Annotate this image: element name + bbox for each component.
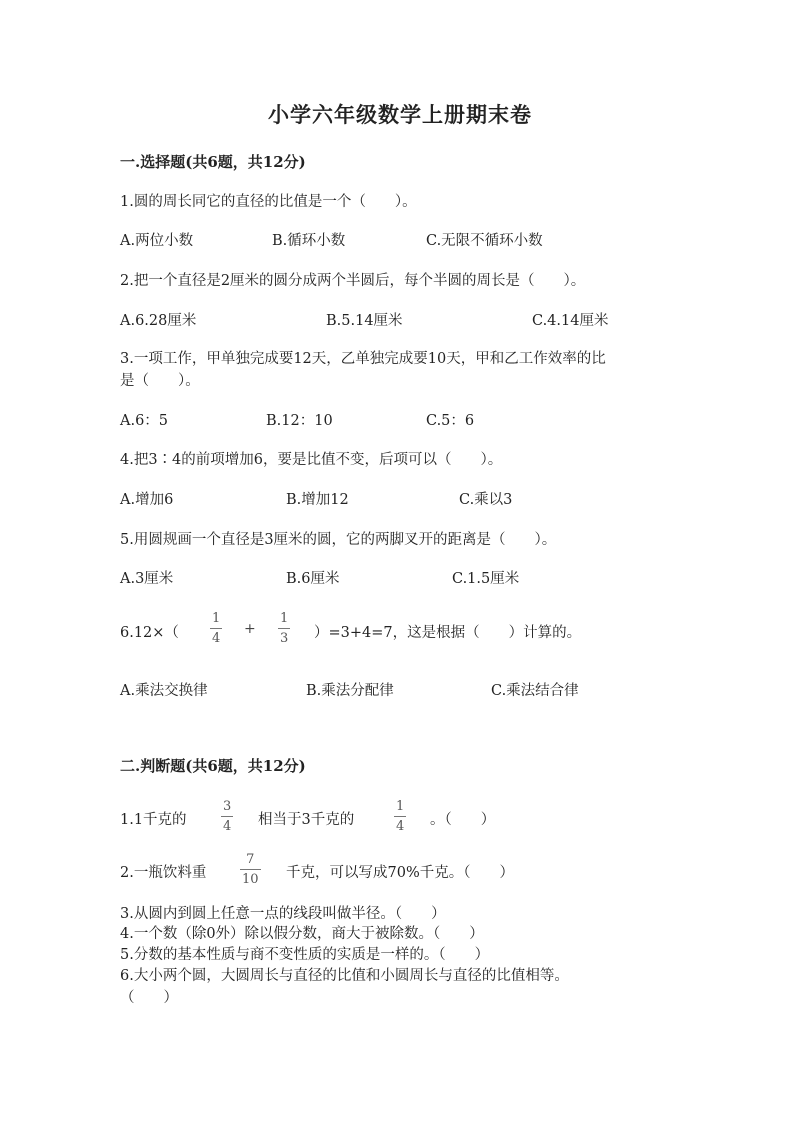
section-heading-choice: 一.选择题(共6题，共12分)	[120, 153, 306, 171]
question-1-option-c: C.无限不循环小数	[426, 233, 543, 249]
fraction-denominator: 4	[212, 631, 221, 646]
page-title: 小学六年级数学上册期末卷	[268, 102, 532, 127]
question-3-option-b: B.12：10	[266, 413, 333, 429]
question-4-text: 4.把3∶4的前项增加6，要是比值不变，后项可以（ ）。	[120, 452, 503, 468]
question-1-option-a: A.两位小数	[120, 233, 194, 249]
fraction-numerator: 1	[396, 799, 405, 814]
judgment-3-text: 3.从圆内到圆上任意一点的线段叫做半径。（ ）	[120, 906, 446, 922]
judgment-1-prefix: 1.1千克的	[120, 812, 187, 828]
question-6-option-a: A.乘法交换律	[120, 683, 208, 699]
judgment-2-fraction	[240, 853, 261, 886]
fraction-denominator: 3	[280, 631, 289, 646]
judgment-1-suffix: 。（ ）	[430, 812, 496, 828]
question-1-option-b: B.循环小数	[272, 233, 346, 249]
judgment-1-fraction-1	[221, 800, 233, 833]
question-4-option-b: B.增加12	[286, 492, 349, 508]
fraction-numerator: 3	[223, 799, 232, 814]
question-2-text: 2.把一个直径是2厘米的圆分成两个半圆后，每个半圆的周长是（ ）。	[120, 273, 586, 289]
judgment-6-text-line1: 6.大小两个圆，大圆周长与直径的比值和小圆周长与直径的比值相等。	[120, 968, 569, 984]
question-2-option-a: A.6.28厘米	[120, 313, 197, 329]
question-6-option-b: B.乘法分配律	[306, 683, 394, 699]
question-6-fraction-1	[210, 612, 222, 645]
question-6-option-c: C.乘法结合律	[491, 683, 579, 699]
judgment-1-middle: 相当于3千克的	[258, 812, 355, 828]
fraction-numerator: 1	[280, 611, 289, 626]
question-5-option-b: B.6厘米	[286, 571, 340, 587]
judgment-6-text-line2: （ ）	[120, 990, 178, 1006]
section-heading-judgment: 二.判断题(共6题，共12分)	[120, 757, 306, 775]
question-5-option-c: C.1.5厘米	[452, 571, 520, 587]
question-5-option-a: A.3厘米	[120, 571, 174, 587]
question-4-option-c: C.乘以3	[459, 492, 513, 508]
question-1-text: 1.圆的周长同它的直径的比值是一个（ ）。	[120, 194, 417, 210]
judgment-5-text: 5.分数的基本性质与商不变性质的实质是一样的。（ ）	[120, 947, 490, 963]
question-6-fraction-2	[278, 612, 290, 645]
plus-sign: +	[244, 621, 256, 637]
fraction-numerator: 1	[212, 611, 221, 626]
question-6-suffix: ）=3+4=7，这是根据（ ）计算的。	[314, 625, 582, 641]
fraction-numerator: 7	[246, 852, 255, 867]
question-2-option-b: B.5.14厘米	[326, 313, 403, 329]
fraction-denominator: 4	[223, 819, 232, 834]
question-5-text: 5.用圆规画一个直径是3厘米的圆，它的两脚叉开的距离是（ ）。	[120, 532, 557, 548]
question-2-option-c: C.4.14厘米	[532, 313, 609, 329]
judgment-2-prefix: 2.一瓶饮料重	[120, 865, 207, 881]
question-6-prefix: 6.12×（	[120, 625, 179, 641]
question-3-option-a: A.6：5	[120, 413, 169, 429]
question-3-text-line1: 3.一项工作，甲单独完成要12天，乙单独完成要10天，甲和乙工作效率的比	[120, 351, 606, 367]
question-3-text-line2: 是（ ）。	[120, 373, 200, 389]
judgment-1-fraction-2	[394, 800, 406, 833]
fraction-denominator: 10	[242, 872, 259, 887]
question-3-option-c: C.5：6	[426, 413, 475, 429]
judgment-2-suffix: 千克，可以写成70%千克。（ ）	[286, 865, 514, 881]
judgment-4-text: 4.一个数（除0外）除以假分数，商大于被除数。（ ）	[120, 926, 484, 942]
question-4-option-a: A.增加6	[120, 492, 174, 508]
fraction-denominator: 4	[396, 819, 405, 834]
